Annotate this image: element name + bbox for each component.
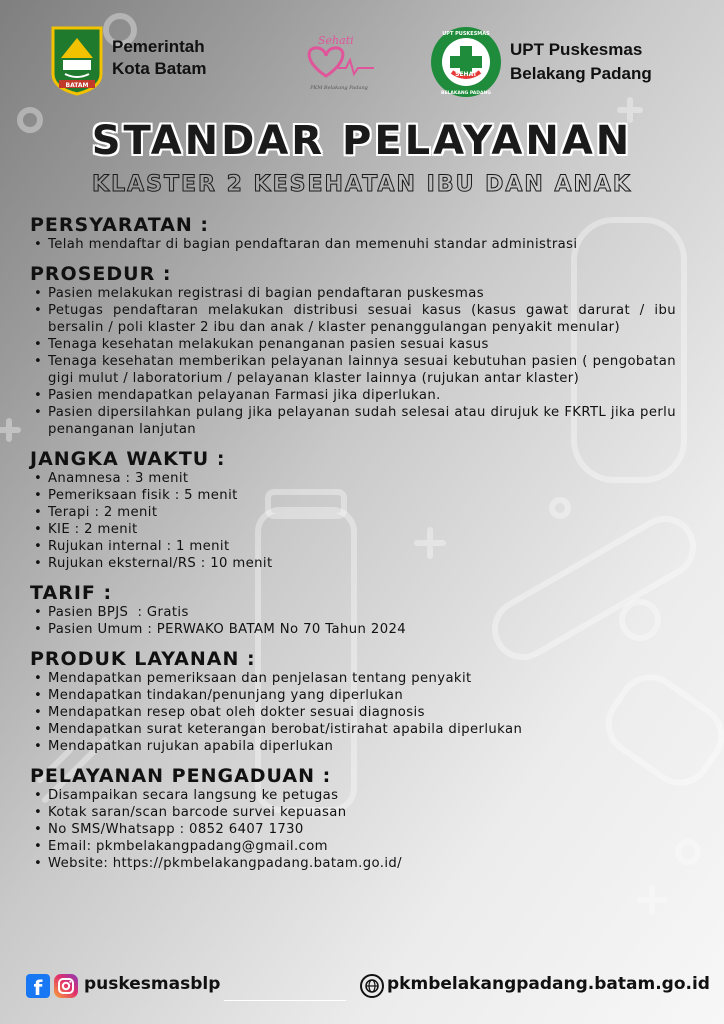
section-jangka-waktu bbox=[30, 448, 676, 572]
list-item: • Pasien Umum : PERWAKO BATAM No 70 Tahun 2024 bbox=[48, 621, 676, 638]
header bbox=[0, 0, 724, 110]
section-title: PRODUK LAYANAN : bbox=[30, 648, 256, 670]
list-item: • Pasien melakukan registrasi di bagian pendaftaran puskesmas bbox=[48, 285, 676, 302]
section-title: TARIF : bbox=[30, 582, 113, 604]
list-item: • Tenaga kesehatan melakukan penanganan pasien sesuai kasus bbox=[48, 336, 676, 353]
list-item: • Pemeriksaan fisik : 5 menit bbox=[48, 487, 676, 504]
list-item: • Petugas pendaftaran melakukan distribusi sesuai kasus (kasus gawat darurat / ibu bersalin / poli klaster 2 ibu dan anak / klaster penanggulangan penyakit menular) bbox=[48, 302, 676, 336]
section-title: PERSYARATAN : bbox=[30, 214, 210, 236]
section-title: PELAYANAN PENGADUAN : bbox=[30, 765, 332, 787]
puskesmas-logo-icon bbox=[430, 26, 502, 98]
section-pengaduan bbox=[30, 765, 676, 872]
pkm-logo-bottom-text: BELAKANG PADANG bbox=[441, 91, 491, 96]
list-item: • Telah mendaftar di bagian pendaftaran dan memenuhi standar administrasi bbox=[48, 236, 676, 253]
tariff-list bbox=[30, 604, 676, 638]
procedure-list bbox=[30, 285, 676, 438]
list-item: • KIE : 2 menit bbox=[48, 521, 676, 538]
sehati-subtext: PKM Belakang Padang bbox=[310, 85, 368, 91]
footer bbox=[0, 966, 724, 1016]
divider bbox=[224, 1000, 346, 1001]
puskesmas-name bbox=[510, 38, 652, 86]
service-standard-content bbox=[30, 214, 676, 882]
gov-line-1: Pemerintah bbox=[112, 37, 205, 56]
list-item: • Rujukan internal : 1 menit bbox=[48, 538, 676, 555]
gov-line-2: Kota Batam bbox=[112, 59, 207, 78]
list-item: • Kotak saran/scan barcode survei kepuasan bbox=[48, 804, 676, 821]
list-item: • Mendapatkan pemeriksaan dan penjelasan tentang penyakit bbox=[48, 670, 676, 687]
page-subtitle: KLASTER 2 KESEHATAN IBU DAN ANAK bbox=[92, 172, 632, 197]
list-item: • Mendapatkan tindakan/penunjang yang diperlukan bbox=[48, 687, 676, 704]
section-produk-layanan bbox=[30, 648, 676, 755]
duration-list bbox=[30, 470, 676, 572]
list-item: • Mendapatkan surat keterangan berobat/istirahat apabila diperlukan bbox=[48, 721, 676, 738]
facebook-icon[interactable]: f bbox=[26, 974, 50, 998]
list-item: • Tenaga kesehatan memberikan pelayanan lainnya sesuai kebutuhan pasien ( pengobatan gigi mulut / laboratorium / pelayanan klaster lainnya (rujukan antar klaster) bbox=[48, 353, 676, 387]
list-item: • No SMS/Whatsapp : 0852 6407 1730 bbox=[48, 821, 676, 838]
pkm-line-1: UPT Puskesmas bbox=[510, 40, 643, 59]
pkm-logo-badge: SEHAT bbox=[455, 71, 477, 78]
instagram-icon[interactable] bbox=[54, 974, 78, 998]
kota-batam-emblem-icon bbox=[49, 24, 105, 96]
pkm-logo-top-text: UPT PUSKESMAS bbox=[442, 31, 490, 37]
section-title: PROSEDUR : bbox=[30, 263, 172, 285]
section-prosedur bbox=[30, 263, 676, 438]
requirement-list bbox=[30, 236, 676, 253]
sehati-logo-icon bbox=[298, 32, 380, 92]
list-item: • Mendapatkan rujukan apabila diperlukan bbox=[48, 738, 676, 755]
government-name bbox=[112, 36, 206, 80]
pkm-line-2: Belakang Padang bbox=[510, 64, 652, 83]
section-persyaratan bbox=[30, 214, 676, 253]
batam-logo-text: BATAM bbox=[65, 82, 89, 89]
list-item: • Terapi : 2 menit bbox=[48, 504, 676, 521]
list-item: • Anamnesa : 3 menit bbox=[48, 470, 676, 487]
website-link[interactable]: pkmbelakangpadang.batam.go.id bbox=[387, 974, 710, 994]
list-item: • Disampaikan secara langsung ke petugas bbox=[48, 787, 676, 804]
list-item: • Email: pkmbelakangpadang@gmail.com bbox=[48, 838, 676, 855]
list-item: • Pasien BPJS : Gratis bbox=[48, 604, 676, 621]
complaint-list bbox=[30, 787, 676, 872]
section-tarif bbox=[30, 582, 676, 638]
globe-icon bbox=[360, 974, 384, 998]
service-product-list bbox=[30, 670, 676, 755]
list-item: • Website: https://pkmbelakangpadang.batam.go.id/ bbox=[48, 855, 676, 872]
page-title: STANDAR PELAYANAN bbox=[91, 118, 633, 164]
list-item: • Pasien dipersilahkan pulang jika pelayanan sudah selesai atau dirujuk ke FKRTL jika perlu penanganan lanjutan bbox=[48, 404, 676, 438]
social-handle[interactable]: puskesmasblp bbox=[84, 974, 221, 994]
list-item: • Rujukan eksternal/RS : 10 menit bbox=[48, 555, 676, 572]
list-item: • Mendapatkan resep obat oleh dokter sesuai diagnosis bbox=[48, 704, 676, 721]
section-title: JANGKA WAKTU : bbox=[30, 448, 226, 470]
sehati-text: Sehati bbox=[318, 34, 354, 47]
list-item: • Pasien mendapatkan pelayanan Farmasi jika diperlukan. bbox=[48, 387, 676, 404]
